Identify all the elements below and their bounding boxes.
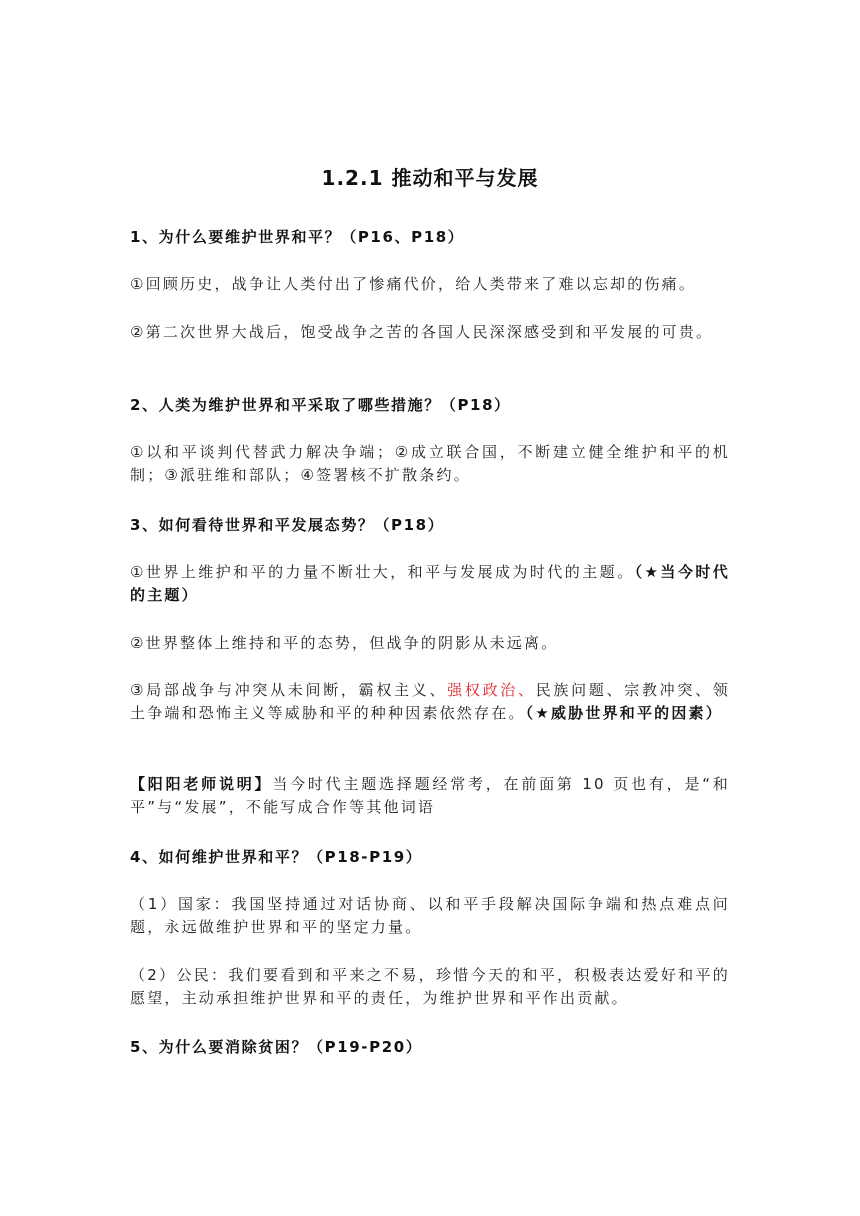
question-4-point-1: （1）国家：我国坚持通过对话协商、以和平手段解决国际争端和热点难点问题，永远做维护世界和平的坚定力量。 [130, 895, 730, 936]
teacher-note [130, 773, 730, 819]
question-3-point-3-text-a: ③局部战争与冲突从未间断，霸权主义、 [130, 681, 448, 699]
question-1-heading: 1、为什么要维护世界和平？（P16、P18） [130, 228, 465, 246]
question-3-point-1 [130, 561, 730, 607]
page-title: 1.2.1 推动和平与发展 [321, 166, 539, 190]
question-2-heading: 2、人类为维护世界和平采取了哪些措施？（P18） [130, 396, 511, 414]
question-3-point-1-text: ①世界上维护和平的力量不断壮大，和平与发展成为时代的主题。 [130, 563, 635, 581]
question-4-point-2: （2）公民：我们要看到和平来之不易，珍惜今天的和平，积极表达爱好和平的愿望，主动承担维护世界和平的责任，为维护世界和平作出贡献。 [130, 966, 730, 1007]
question-3-point-3 [130, 679, 730, 725]
question-3-point-3-text-b: 民族问题、宗教冲突、领土争端和恐怖主义等威胁和平的种种因素依然存在。 [130, 681, 730, 722]
question-1-point-1: ①回顾历史，战争让人类付出了惨痛代价，给人类带来了难以忘却的伤痛。 [130, 275, 697, 293]
teacher-note-label: 【阳阳老师说明】 [130, 775, 273, 793]
teacher-note-text: 当今时代主题选择题经常考，在前面第 10 页也有，是“和平”与“发展”，不能写成合作等其他词语 [130, 775, 730, 816]
question-5-heading: 5、为什么要消除贫困？（P19-P20） [130, 1038, 423, 1056]
question-2-point-1: ①以和平谈判代替武力解决争端；②成立联合国，不断建立健全维护和平的机制；③派驻维和部队；④签署核不扩散条约。 [130, 443, 730, 484]
question-3-point-1-note: （★当今时代的主题） [130, 563, 730, 604]
question-3-point-3-note: （★威胁世界和平的因素） [525, 704, 723, 722]
question-4-heading: 4、如何维护世界和平？（P18-P19） [130, 848, 423, 866]
question-3-heading: 3、如何看待世界和平发展态势？（P18） [130, 516, 445, 534]
question-1-point-2: ②第二次世界大战后，饱受战争之苦的各国人民深深感受到和平发展的可贵。 [130, 323, 714, 341]
question-3-point-3-highlight: 强权政治、 [447, 681, 536, 699]
question-3-point-2: ②世界整体上维持和平的态势，但战争的阴影从未远离。 [130, 634, 559, 652]
